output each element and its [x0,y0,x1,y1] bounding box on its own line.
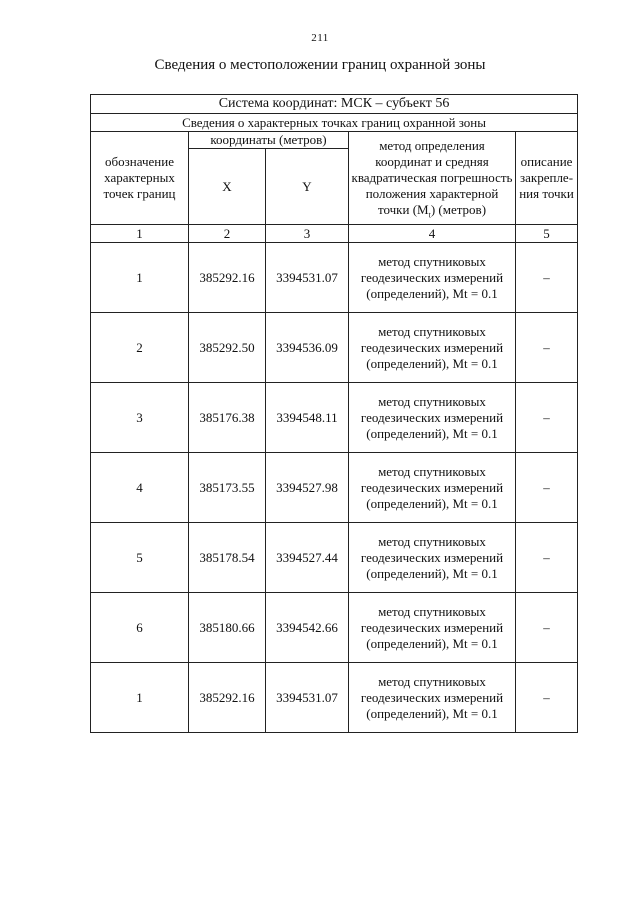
column-number: 1 [91,225,189,243]
description-cell: – [516,243,578,313]
header-method-suffix: ) (метров) [430,202,487,217]
point-cell: 1 [91,243,189,313]
x-cell: 385178.54 [189,523,266,593]
header-coordinates-group: координаты (метров) [189,132,349,149]
x-cell: 385292.16 [189,243,266,313]
x-cell: 385176.38 [189,383,266,453]
point-cell: 3 [91,383,189,453]
y-cell: 3394542.66 [266,593,349,663]
header-method-prefix: метод определения координат и средняя квадратическая погрешность положения характерной точки (M [351,138,513,217]
method-cell: метод спутниковых геодезических измерений (определений), Mt = 0.1 [349,313,516,383]
point-cell: 2 [91,313,189,383]
method-cell: метод спутниковых геодезических измерений (определений), Mt = 0.1 [349,663,516,733]
header-y: Y [266,149,349,225]
header-method-subscript: t [428,210,431,220]
header-description: описание закрепле-ния точки [516,132,578,225]
point-cell: 6 [91,593,189,663]
header-designation: обозначение характерных точек границ [91,132,189,225]
description-cell: – [516,593,578,663]
coordinates-table [90,94,578,733]
header-x: X [189,149,266,225]
point-cell: 5 [91,523,189,593]
table-row [91,663,578,733]
table-row [91,593,578,663]
x-cell: 385292.16 [189,663,266,733]
description-cell: – [516,523,578,593]
table-row [91,383,578,453]
y-cell: 3394531.07 [266,243,349,313]
y-cell: 3394536.09 [266,313,349,383]
column-number: 3 [266,225,349,243]
table-header-row [91,132,578,149]
method-cell: метод спутниковых геодезических измерений (определений), Mt = 0.1 [349,383,516,453]
description-cell: – [516,663,578,733]
table-row [91,243,578,313]
x-cell: 385173.55 [189,453,266,523]
y-cell: 3394548.11 [266,383,349,453]
table-row [91,523,578,593]
column-number: 4 [349,225,516,243]
x-cell: 385180.66 [189,593,266,663]
table-subtitle-row [91,114,578,132]
page-number: 211 [311,32,329,44]
y-cell: 3394531.07 [266,663,349,733]
column-number: 5 [516,225,578,243]
x-cell: 385292.50 [189,313,266,383]
y-cell: 3394527.98 [266,453,349,523]
table-row [91,313,578,383]
method-cell: метод спутниковых геодезических измерений (определений), Mt = 0.1 [349,523,516,593]
table-system-row [91,95,578,114]
point-cell: 4 [91,453,189,523]
header-method [349,132,516,225]
method-cell: метод спутниковых геодезических измерений (определений), Mt = 0.1 [349,593,516,663]
column-number: 2 [189,225,266,243]
table-row [91,453,578,523]
coordinate-system-cell: Система координат: МСК – субъект 56 [91,95,578,114]
description-cell: – [516,383,578,453]
column-number-row [91,225,578,243]
method-cell: метод спутниковых геодезических измерений (определений), Mt = 0.1 [349,243,516,313]
description-cell: – [516,313,578,383]
point-cell: 1 [91,663,189,733]
y-cell: 3394527.44 [266,523,349,593]
method-cell: метод спутниковых геодезических измерений (определений), Mt = 0.1 [349,453,516,523]
description-cell: – [516,453,578,523]
table-subtitle-cell: Сведения о характерных точках границ охранной зоны [91,114,578,132]
page-title: Сведения о местоположении границ охранной зоны [154,57,486,73]
